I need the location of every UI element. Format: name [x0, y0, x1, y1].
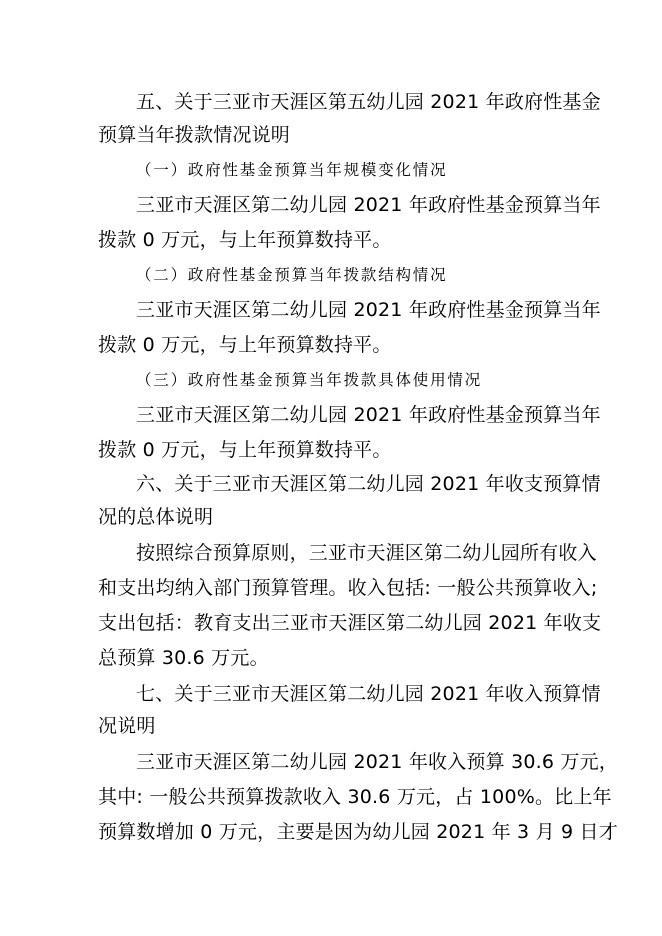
section7-heading-line2: 况说明 [98, 715, 156, 737]
section5-heading-line1: 五、关于三亚市天涯区第五幼儿园 2021 年政府性基金 [136, 91, 601, 113]
section5-sub1-body-line1: 三亚市天涯区第二幼儿园 2021 年政府性基金预算当年 [136, 194, 601, 216]
section6-body-line3: 支出包括：教育支出三亚市天涯区第二幼儿园 2021 年收支 [98, 612, 602, 634]
section7-body-line1: 三亚市天涯区第二幼儿园 2021 年收入预算 30.6 万元， [136, 751, 619, 773]
section7-body-line3: 预算数增加 0 万元，主要是因为幼儿园 2021 年 3 月 9 日才 [98, 821, 618, 843]
section7-body-line2: 其中: 一般公共预算拨款收入 30.6 万元，占 100%。比上年 [98, 786, 612, 808]
section5-sub1-body-line2: 拨款 0 万元，与上年预算数持平。 [98, 229, 392, 251]
section6-body-line2: 和支出均纳入部门预算管理。收入包括: 一般公共预算收入; [98, 577, 598, 599]
section5-sub2-title: （二）政府性基金预算当年拨款结构情况 [136, 266, 448, 284]
section5-sub3-body-line2: 拨款 0 万元，与上年预算数持平。 [98, 439, 392, 461]
section5-sub2-body-line1: 三亚市天涯区第二幼儿园 2021 年政府性基金预算当年 [136, 299, 601, 321]
section6-body-line1: 按照综合预算原则，三亚市天涯区第二幼儿园所有收入 [136, 542, 597, 564]
section5-sub1-title: （一）政府性基金预算当年规模变化情况 [136, 161, 448, 179]
section6-heading-line1: 六、关于三亚市天涯区第二幼儿园 2021 年收支预算情 [136, 473, 601, 495]
section7-heading-line1: 七、关于三亚市天涯区第二幼儿园 2021 年收入预算情 [136, 683, 601, 705]
section5-sub3-title: （三）政府性基金预算当年拨款具体使用情况 [136, 371, 483, 389]
section6-body-line4: 总预算 30.6 万元。 [98, 647, 269, 669]
section5-sub3-body-line1: 三亚市天涯区第二幼儿园 2021 年政府性基金预算当年 [136, 404, 601, 426]
section5-sub2-body-line2: 拨款 0 万元，与上年预算数持平。 [98, 334, 392, 356]
section6-heading-line2: 况的总体说明 [98, 506, 214, 528]
section5-heading-line2: 预算当年拨款情况说明 [98, 124, 291, 146]
